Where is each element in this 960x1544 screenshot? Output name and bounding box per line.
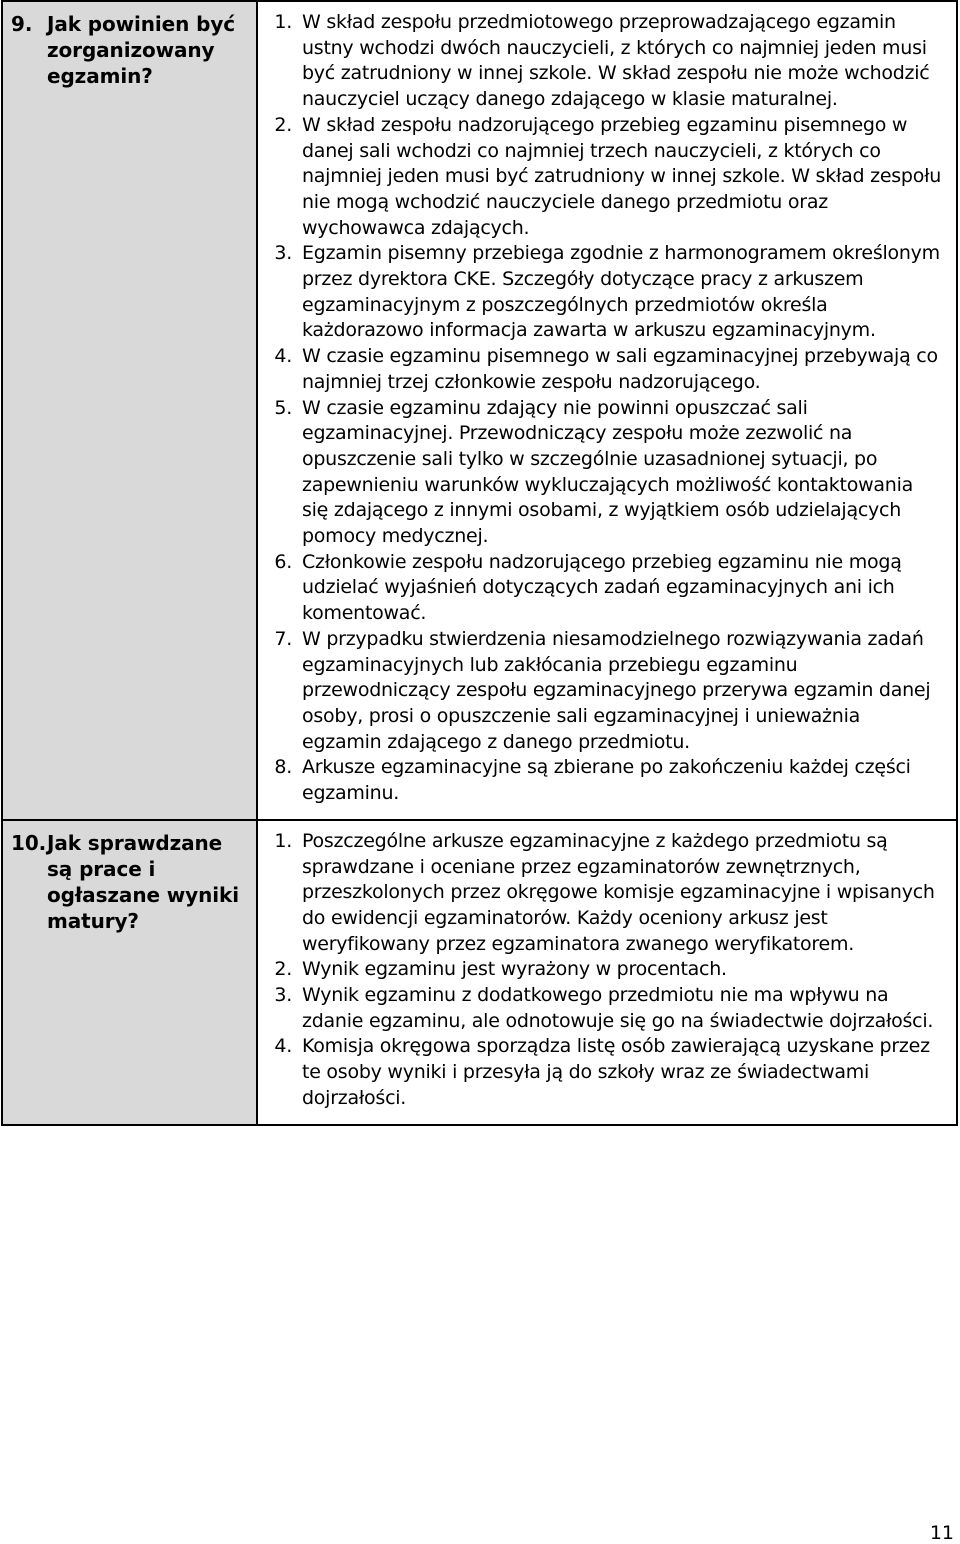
item-text: W przypadku stwierdzenia niesamodzielnego rozwiązywania zadań egzaminacyjnych lub zakłócania przebiegu egzaminu przewodniczący zespołu egzaminacyjnego przerywa egzamin danej osoby, prosi o opuszczenie sali egzaminacyjnej i unieważnia egzamin zdającego z danego przedmiotu. [302, 627, 931, 753]
item-number: 8. [274, 756, 292, 779]
item-text: Komisja okręgowa sporządza listę osób zawierającą uzyskane przez te osoby wyniki i przesyła ją do szkoły wraz ze świadectwami dojrzałości. [302, 1035, 930, 1109]
faq-row [2, 1, 957, 820]
item-number: 6. [274, 550, 292, 573]
item-number: 7. [274, 627, 292, 650]
faq-table [1, 0, 958, 1126]
list-item [258, 627, 956, 756]
item-text: Wynik egzaminu jest wyrażony w procentach. [302, 958, 727, 981]
question-text: Jak powinien być zorganizowany egzamin? [47, 12, 236, 88]
item-text: W skład zespołu nadzorującego przebieg egzaminu pisemnego w danej sali wchodzi co najmniej trzech nauczycieli, z których co najmniej jeden musi być zatrudniony w innej szkole. W skład zespołu nie mogą wchodzić nauczyciele danego przedmiotu oraz wychowawca zdających. [302, 113, 942, 239]
item-number: 4. [274, 1035, 292, 1058]
list-item [258, 1034, 956, 1111]
question-number: 10. [11, 830, 47, 855]
list-item [258, 983, 956, 1034]
answer-cell [257, 1, 957, 820]
question-cell [2, 1, 257, 820]
list-item [258, 829, 956, 958]
item-text: W czasie egzaminu pisemnego w sali egzaminacyjnej przebywają co najmniej trzej członkowie zespołu nadzorującego. [302, 345, 938, 393]
item-text: Wynik egzaminu z dodatkowego przedmiotu nie ma wpływu na zdanie egzaminu, ale odnotowuje się go na świadectwie dojrzałości. [302, 984, 934, 1032]
question [3, 821, 256, 934]
answer-list [258, 2, 956, 819]
item-number: 3. [274, 984, 292, 1007]
item-text: W skład zespołu przedmiotowego przeprowadzającego egzamin ustny wchodzi dwóch nauczycieli, z których co najmniej jeden musi być zatrudniony w innej szkole. W skład zespołu nie może wchodzić nauczyciel uczący danego zdającego w klasie maturalnej. [302, 11, 930, 111]
item-number: 1. [274, 829, 292, 852]
answer-list [258, 821, 956, 1124]
answer-cell [257, 820, 957, 1125]
item-text: Poszczególne arkusze egzaminacyjne z każdego przedmiotu są sprawdzane i oceniane przez egzaminatorów zewnętrznych, przeszkolonych przez okręgowe komisje egzaminacyjne i wpisanych do ewidencji egzaminatorów. Każdy oceniony arkusz jest weryfikowany przez egzaminatora zwanego weryfikatorem. [302, 829, 935, 955]
question [3, 2, 256, 89]
item-text: Egzamin pisemny przebiega zgodnie z harmonogramem określonym przez dyrektora CKE. Szczegóły dotyczące pracy z arkuszem egzaminacyjnym z poszczególnych przedmiotów określa każdorazowo informacja zawarta w arkuszu egzaminacyjnym. [302, 242, 940, 342]
faq-row [2, 820, 957, 1125]
item-number: 2. [274, 958, 292, 981]
list-item [258, 957, 956, 983]
question-text: Jak sprawdzane są prace i ogłaszane wyniki matury? [47, 830, 239, 933]
question-cell [2, 820, 257, 1125]
item-text: W czasie egzaminu zdający nie powinni opuszczać sali egzaminacyjnej. Przewodniczący zespołu może zezwolić na opuszczenie sali tylko w szczególnie uzasadnionej sytuacji, po zapewnieniu warunków wykluczających możliwość kontaktowania się zdającego z innymi osobami, z wyjątkiem osób udzielających pomocy medycznej. [302, 396, 914, 548]
item-number: 1. [274, 11, 292, 33]
item-text: Arkusze egzaminacyjne są zbierane po zakończeniu każdej części egzaminu. [302, 756, 911, 805]
item-text: Członkowie zespołu nadzorującego przebieg egzaminu nie mogą udzielać wyjaśnień dotyczących zadań egzaminacyjnych ani ich komentować. [302, 550, 902, 625]
list-item [258, 344, 956, 395]
item-number: 5. [274, 396, 292, 419]
list-item [258, 10, 956, 113]
list-item [258, 550, 956, 627]
question-number: 9. [11, 12, 33, 36]
item-number: 3. [274, 242, 292, 265]
list-item [258, 241, 956, 344]
item-number: 4. [274, 345, 292, 368]
list-item [258, 755, 956, 806]
item-number: 2. [274, 113, 292, 136]
list-item [258, 113, 956, 242]
page-number: 11 [929, 1522, 954, 1544]
list-item [258, 396, 956, 550]
